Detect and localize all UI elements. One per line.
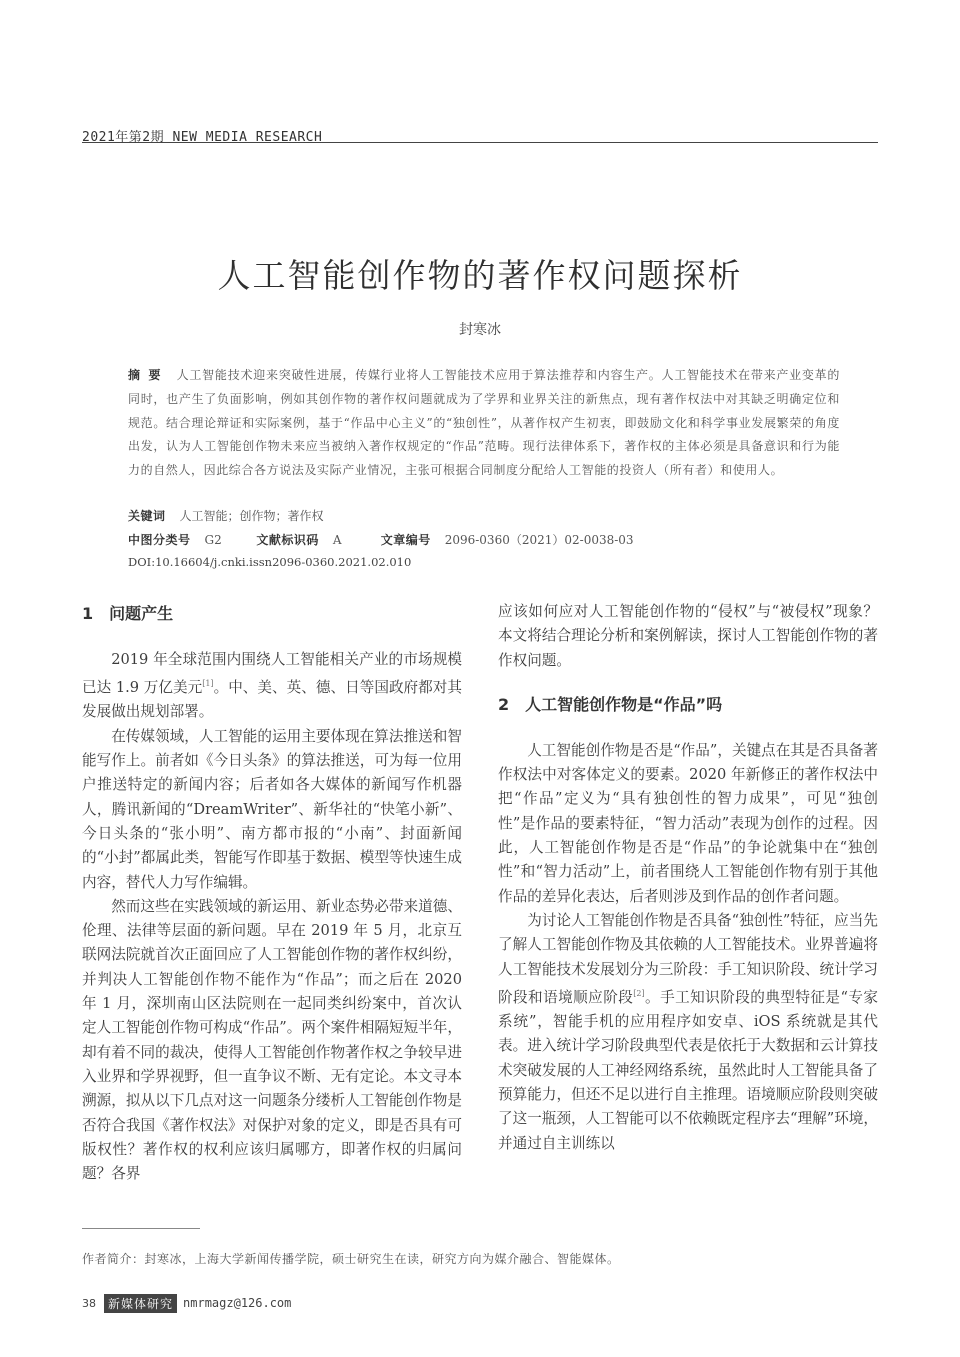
- paragraph: 为讨论人工智能创作物是否具备“独创性”特征，应当先了解人工智能创作物及其依赖的人工智能技术。业界普遍将人工智能技术发展划分为三阶段：手工知识阶段、统计学习阶段和语境顺应阶段[2]。手工知识阶段的典型特征是“专家系统”，智能手机的应用程序如安卓、iOS 系统就是其代表。进入统计学习阶段典型代表是依托于大数据和云计算技术突破发展的人工神经网络系统，虽然此时人工智能具备了预算能力，但还不足以进行自主推理。语境顺应阶段则突破了这一瓶颈，人工智能可以不依赖既定程序去“理解”环境，并通过自主训练以: [498, 911, 878, 1152]
- citation-ref: [1]: [202, 679, 214, 689]
- journal-email: nmrmagz@126.com: [183, 1296, 292, 1310]
- journal-logo: 新媒体研究: [104, 1294, 177, 1313]
- author-name: 封寒冰: [459, 322, 501, 338]
- keywords: [128, 507, 324, 524]
- article-title: 人工智能创作物的著作权问题探析: [217, 256, 743, 295]
- classification-row: [128, 531, 634, 548]
- doc-code-value: A: [332, 533, 342, 547]
- section-heading-2: 2 人工智能创作物是“作品”吗: [498, 694, 723, 714]
- article-no-value: 2096-0360（2021）02-0038-03: [444, 533, 634, 547]
- left-column: [82, 600, 462, 1186]
- clc-value: G2: [204, 533, 222, 547]
- right-column: [498, 600, 878, 1156]
- clc-label: 中图分类号: [128, 533, 191, 547]
- running-header: 2021年第2期 NEW MEDIA RESEARCH: [82, 126, 878, 143]
- paragraph: 在传媒领域，人工智能的运用主要体现在算法推送和智能写作上。前者如《今日头条》的算法推送，可为每一位用户推送特定的新闻内容；后者如各大媒体的新闻写作机器人，腾讯新闻的“DreamWriter”、新华社的“快笔小新”、今日头条的“张小明”、南方都市报的“小南”、封面新闻的“小封”都属此类，智能写作即基于数据、模型等快速生成内容，替代人力写作编辑。: [82, 727, 462, 891]
- abstract-label: 摘 要: [128, 368, 163, 382]
- doc-code-label: 文献标识码: [256, 533, 319, 547]
- footnote-divider: [82, 1228, 200, 1229]
- paragraph: 应该如何应对人工智能创作物的“侵权”与“被侵权”现象？本文将结合理论分析和案例解读，探讨人工智能创作物的著作权问题。: [498, 603, 878, 669]
- author-footnote: 作者简介：封寒冰，上海大学新闻传播学院，硕士研究生在读，研究方向为媒介融合、智能媒体。: [82, 1252, 620, 1266]
- doi: DOI:10.16604/j.cnki.issn2096-0360.2021.02.010: [128, 555, 412, 569]
- page-number: 38: [82, 1296, 96, 1310]
- article-no-label: 文章编号: [380, 533, 431, 547]
- abstract-text: 人工智能技术迎来突破性进展，传媒行业将人工智能技术应用于算法推荐和内容生产。人工智能技术在带来产业变革的同时，也产生了负面影响，例如其创作物的著作权问题就成为了学界和业界关注的新焦点，现有著作权法中对其缺乏明确定位和规范。结合理论辩证和实际案例，基于“作品中心主义”的“独创性”，从著作权产生初衷，即鼓励文化和科学事业发展繁荣的角度出发，认为人工智能创作物未来应当被纳入著作权规定的“作品”范畴。现行法律体系下，著作权的主体必须是具备意识和行为能力的自然人，因此综合各方说法及实际产业情况，主张可根据合同制度分配给人工智能的投资人（所有者）和使用人。: [128, 368, 840, 478]
- keywords-text: 人工智能；创作物；著作权: [179, 509, 324, 523]
- abstract: [128, 364, 840, 483]
- paragraph: 然而这些在实践领域的新运用、新业态势必带来道德、伦理、法律等层面的新问题。早在 2019 年 5 月，北京互联网法院就首次正面回应了人工智能创作物的著作权纠纷，并判决人工智能创作物不能作为“作品”；而之后在 2020 年 1 月，深圳南山区法院则在一起同类纠纷案中，首次认定人工智能创作物可构成“作品”。两个案件相隔短短半年，却有着不同的裁决，使得人工智能创作物著作权之争较早进入业界和学界视野，但一直争议不断、无有定论。本文寻本溯源，拟从以下几点对这一问题条分缕析人工智能创作物是否符合我国《著作权法》对保护对象的定义，即是否具有可版权性？著作权的权利应该归属哪方，即著作权的归属问题？各界: [82, 897, 462, 1183]
- page-footer: [82, 1293, 291, 1313]
- keywords-label: 关键词: [128, 509, 166, 523]
- paragraph: 2019 年全球范围内围绕人工智能相关产业的市场规模已达 1.9 万亿美元[1]。中、美、英、德、日等国政府都对其发展做出规划部署。: [82, 651, 462, 721]
- section-heading-1: 1 问题产生: [82, 604, 174, 623]
- paragraph: 人工智能创作物是否是“作品”，关键点在其是否具备著作权法中对客体定义的要素。2020 年新修正的著作权法中把“作品”定义为“具有独创性的智力成果”，可见“独创性”是作品的要素特征，“智力活动”表现为创作的过程。因此，人工智能创作物是否是“作品”的争论就集中在“独创性”和“智力活动”上，前者围绕人工智能创作物有别于其他作品的差异化表达，后者则涉及到作品的创作者问题。: [498, 741, 878, 905]
- citation-ref: [2]: [633, 988, 645, 998]
